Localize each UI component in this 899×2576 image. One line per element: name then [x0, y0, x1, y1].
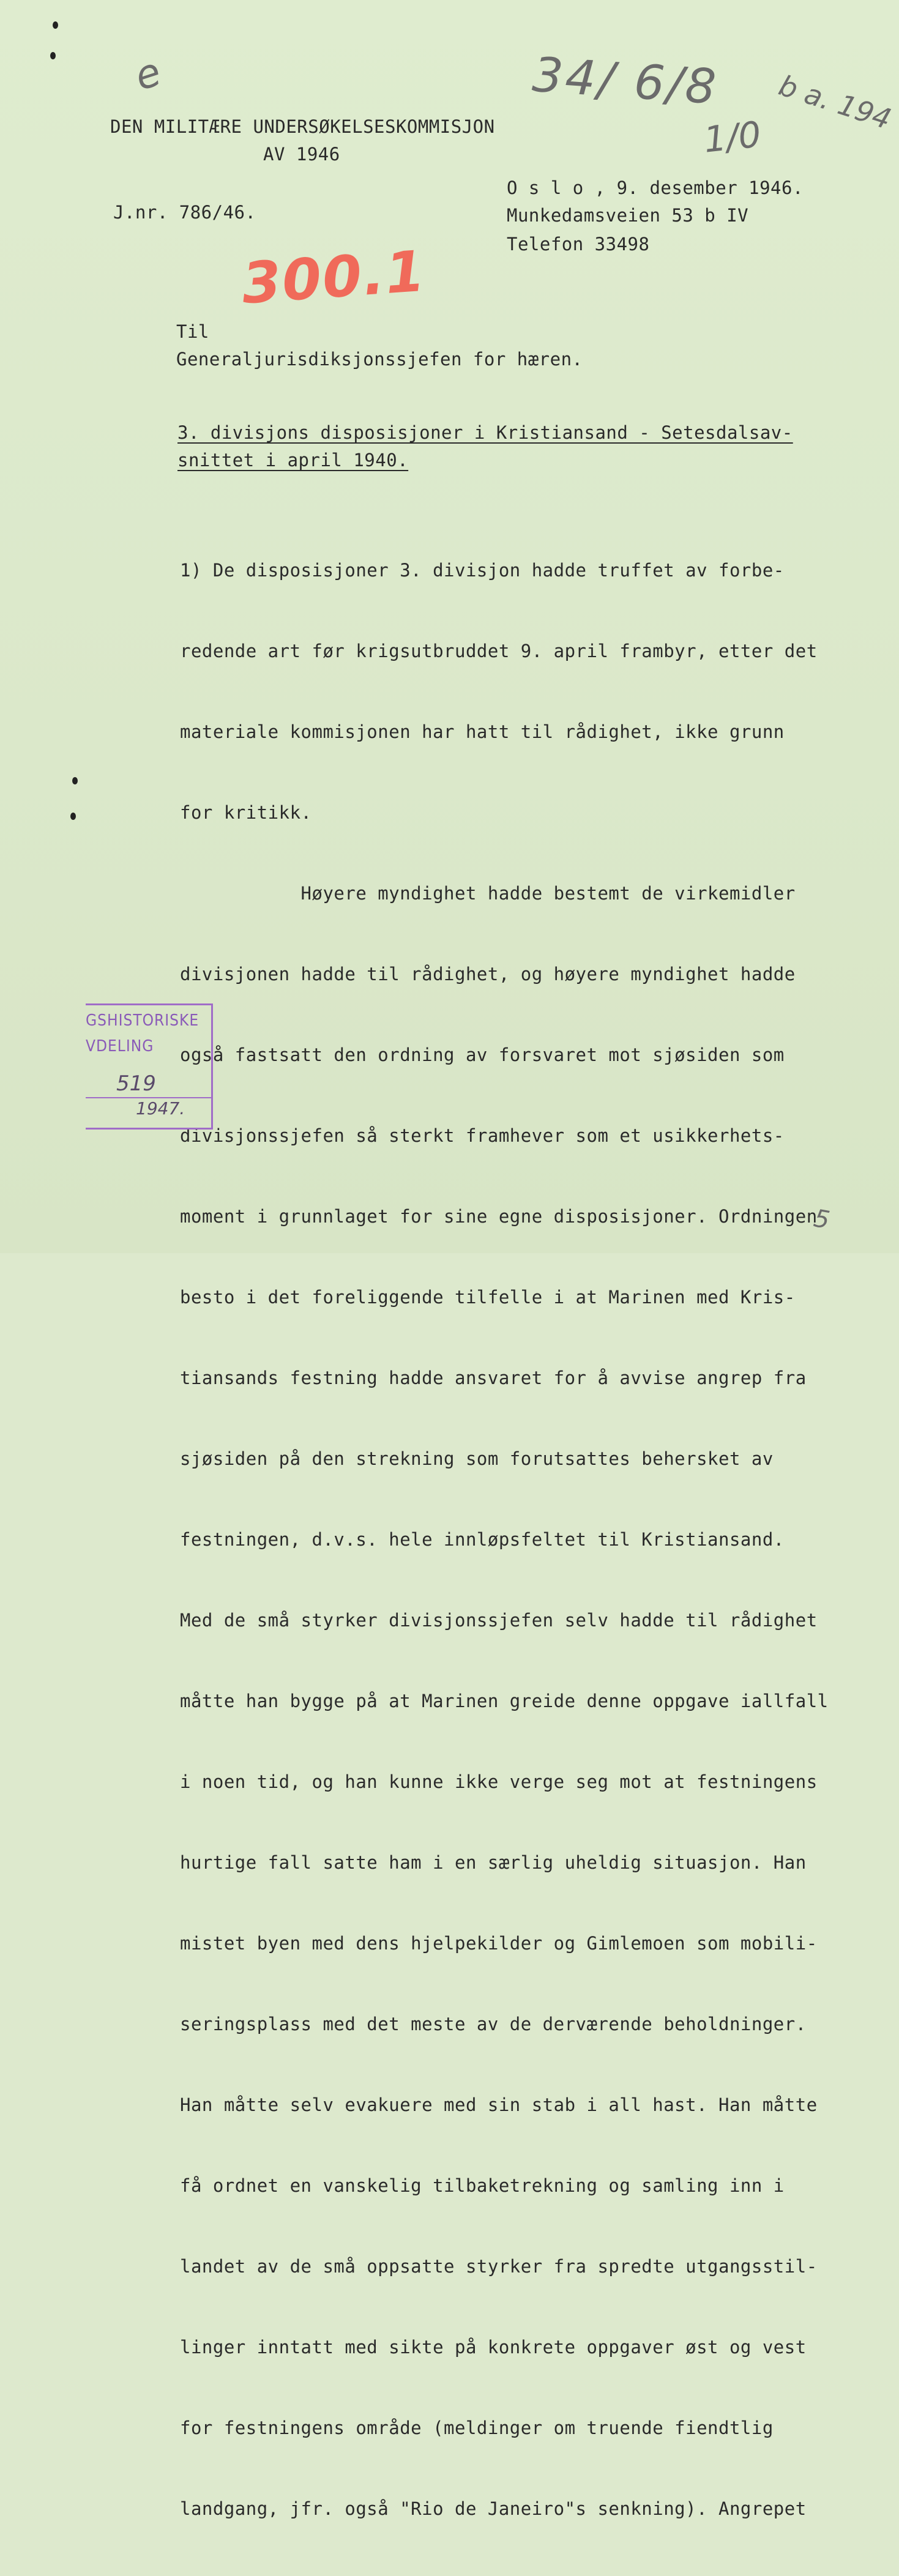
- body-line: festningen, d.v.s. hele innløpsfeltet til Kristiansand.: [180, 1529, 785, 1550]
- stamp-number: 519: [116, 1071, 156, 1096]
- subject-line-1: 3. divisjons disposisjoner i Kristiansand - Setesdalsav-: [177, 422, 793, 443]
- stamp-line-2: VDELING: [86, 1037, 154, 1055]
- body-line: materiale kommisjonen har hatt til rådighet, ikke grunn: [180, 721, 785, 742]
- body-line: divisjonssjefen så sterkt framhever som et usikkerhets-: [180, 1125, 785, 1146]
- body-line: Høyere myndighet hadde bestemt de virkemidler: [180, 883, 796, 904]
- body-line: linger inntatt med sikte på konkrete oppgaver øst og vest: [180, 2337, 807, 2358]
- punch-hole-mark: [72, 777, 78, 784]
- body-line: moment i grunnlaget for sine egne disposisjoner. Ordningen: [180, 1206, 818, 1227]
- body-line: mistet byen med dens hjelpekilder og Gimlemoen som mobili-: [180, 1933, 818, 1954]
- body-line: sjøsiden på den strekning som forutsattes behersket av: [180, 1448, 774, 1469]
- letterhead-year: AV 1946: [263, 144, 340, 165]
- subject-line-2: snittet i april 1940.: [177, 450, 409, 471]
- city-date: O s l o , 9. desember 1946.: [507, 177, 804, 198]
- body-line: besto i det foreliggende tilfelle i at Marinen med Kris-: [180, 1287, 796, 1308]
- body-line: landet av de små oppsatte styrker fra spredte utgangsstil-: [180, 2256, 818, 2277]
- body-line: for festningens område (meldinger om truende fiendtlig: [180, 2418, 774, 2438]
- stamp-year: 1947.: [136, 1098, 185, 1119]
- handwritten-far-right-note: b a. 194: [775, 69, 895, 136]
- body-line: Han måtte selv evakuere med sin stab i all hast. Han måtte: [180, 2094, 818, 2115]
- punch-hole-mark: [50, 52, 56, 59]
- recipient-name: Generaljurisdiksjonssjefen for hæren.: [176, 349, 583, 370]
- archive-stamp: [86, 1003, 213, 1130]
- journal-number: J.nr. 786/46.: [113, 202, 256, 223]
- body-line: i noen tid, og han kunne ikke verge seg mot at festningens: [180, 1771, 818, 1792]
- body-line: hurtige fall satte ham i en særlig uheldig situasjon. Han: [180, 1852, 807, 1873]
- body-line: tiansands festning hadde ansvaret for å avvise angrep fra: [180, 1368, 807, 1388]
- body-line: redende art før krigsutbruddet 9. april frambyr, etter det: [180, 641, 818, 661]
- body-line: divisjonen hadde til rådighet, og høyere myndighet hadde: [180, 964, 796, 985]
- handwritten-mark-top-left: e: [129, 49, 166, 100]
- body-line: landgang, jfr. også "Rio de Janeiro"s senkning). Angrepet: [180, 2498, 807, 2519]
- body-line: Med de små styrker divisjonssjefen selv hadde til rådighet: [180, 1610, 818, 1631]
- letter-body: [180, 503, 829, 2576]
- body-line: for kritikk.: [180, 802, 312, 823]
- body-line: få ordnet en vanskelig tilbaketrekning og samling inn i: [180, 2175, 785, 2196]
- handwritten-corner-mark: 5: [811, 1204, 832, 1235]
- to-label: Til: [176, 321, 209, 342]
- red-archive-number: 300.1: [239, 238, 428, 317]
- punch-hole-mark: [53, 21, 58, 29]
- sender-street: Munkedamsveien 53 b IV: [507, 205, 749, 226]
- body-line: måtte han bygge på at Marinen greide denne oppgave iallfall: [180, 1691, 829, 1711]
- punch-hole-mark: [70, 813, 76, 820]
- stamp-line-1: GSHISTORISKE: [86, 1011, 200, 1030]
- body-line: 1) De disposisjoner 3. divisjon hadde truffet av forbe-: [180, 560, 785, 581]
- handwritten-file-number: 34/ 6/8: [531, 47, 720, 116]
- handwritten-fraction: 1/0: [701, 113, 763, 161]
- body-line: også fastsatt den ordning av forsvaret mot sjøsiden som: [180, 1044, 785, 1065]
- sender-phone: Telefon 33498: [507, 234, 650, 255]
- letterhead-org-name: DEN MILITÆRE UNDERSØKELSESKOMMISJON: [110, 116, 495, 137]
- body-line: seringsplass med det meste av de derværende beholdninger.: [180, 2014, 807, 2034]
